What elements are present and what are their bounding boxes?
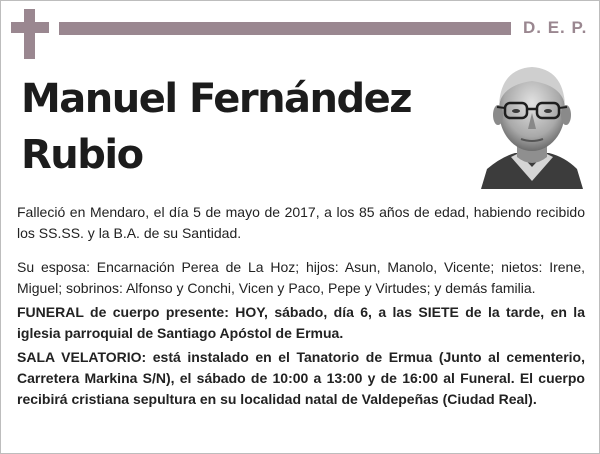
- funeral-info: FUNERAL de cuerpo presente: HOY, sábado, día 6, a las SIETE de la tarde, en la iglesia parroquial de Santiago Apóstol de Ermua.: [17, 304, 585, 341]
- wake-info: SALA VELATORIO: está instalado en el Tanatorio de Ermua (Junto al cementerio, Carretera Markina S/N), el sábado de 10:00 a 13:00 y de 16:00 al Funeral. El cuerpo recibirá cristiana sepultura en su localidad natal de Valdepeñas (Ciudad Real).: [17, 349, 585, 407]
- deceased-name: Manuel Fernández Rubio: [21, 76, 412, 178]
- header-bar: [59, 22, 511, 35]
- portrait-photo: [481, 53, 583, 189]
- notice-body: [17, 202, 585, 410]
- death-announcement: Falleció en Mendaro, el día 5 de mayo de 2017, a los 85 años de edad, habiendo recibido los SS.SS. y la B.A. de su Santidad.: [17, 204, 585, 241]
- cross-icon: [11, 9, 49, 59]
- dep-label: D. E. P.: [523, 18, 588, 37]
- family-list: Su esposa: Encarnación Perea de La Hoz; hijos: Asun, Manolo, Vicente; nietos: Irene, Miguel; sobrinos: Alfonso y Conchi, Vicen y Paco, Pepe y Virtudes; y demás familia.: [17, 259, 585, 296]
